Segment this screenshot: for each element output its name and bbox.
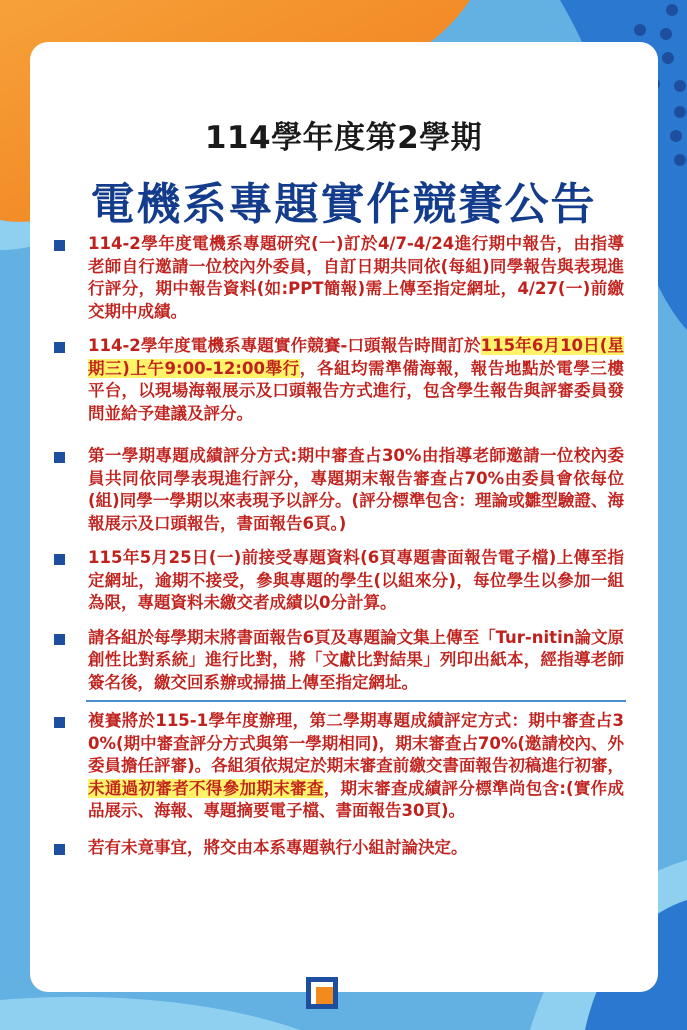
announcement-list — [54, 233, 624, 859]
list-item-other-matters — [54, 837, 624, 860]
list-item-turnitin — [54, 627, 624, 695]
semester-title: 114學年度第2學期 — [204, 120, 483, 156]
list-item-oral-presentation — [54, 335, 624, 425]
list-item-midterm — [54, 233, 624, 323]
text-segment: ，期末審查成績評分標準尚包含:(實作成品展示、海報、專題摘要電子檔、書面報告30頁)。 — [88, 778, 625, 820]
square-bullet-icon — [54, 452, 65, 463]
square-bullet-icon — [54, 844, 65, 855]
list-item-upload-deadline — [54, 547, 624, 615]
text-segment: 複賽將於115-1學年度辦理，第二學期專題成績評定方式：期中審查占30%(期中審查評分方式與第一學期相同)，期末審查占70%(邀請校內、外委員擔任評審)。各組須依規定於期末審查前繳交書面報告初稿進行初審， — [88, 711, 624, 775]
announcement-title: 電機系專題實作競賽公告 — [90, 179, 597, 230]
department-logo-icon — [304, 975, 340, 1011]
list-item-text: 114-2學年度電機系專題研究(一)訂於4/7-4/24進行期中報告，由指導老師自行邀請一位校內外委員，自訂日期共同依(每組)同學報告與表現進行評分，期中報告資料(如:PPT簡報)需上傳至指定網址，4/27(一)前繳交期中成績。 — [88, 234, 624, 321]
square-bullet-icon — [54, 240, 65, 251]
list-item-text — [88, 710, 624, 823]
list-item-text: 請各組於每學期末將書面報告6頁及專題論文集上傳至「Tur-nitin論文原創性比對系統」進行比對，將「文獻比對結果」列印出紙本，經指導老師簽名後，繳交回系辦或掃描上傳至指定網址。 — [88, 627, 624, 692]
list-item-text: 第一學期專題成績評分方式:期中審查占30%由指導老師邀請一位校內委員共同依同學表現進行評分，專題期末報告審查占70%由委員會依每位(組)同學一學期以來表現予以評分。(評分標準包含：理論或雛型驗證、海報展示及口頭報告，書面報告6頁。) — [88, 446, 624, 533]
square-bullet-icon — [54, 634, 65, 645]
list-item-second-round — [54, 710, 624, 823]
section-divider — [86, 700, 626, 702]
square-bullet-icon — [54, 554, 65, 565]
text-segment: 114-2學年度電機系專題實作競賽-口頭報告時間訂於 — [88, 336, 481, 355]
list-item-text: 若有未竟事宜，將交由本系專題執行小組討論決定。 — [88, 837, 468, 857]
list-item-text — [88, 335, 624, 425]
text-segment: ，各組均需準備海報，報告地點於電學三樓平台，以現場海報展示及口頭報告方式進行，包含學生報告與評審委員發問並給予建議及評分。 — [88, 358, 625, 423]
list-item-text: 115年5月25日(一)前接受專題資料(6頁專題書面報告電子檔)上傳至指定網址，逾期不接受，參與專題的學生(以組來分)，每位學生以參加一組為限，專題資料未繳交者成績以0分計算。 — [88, 548, 624, 612]
highlighted-date: 115年6月10日(星期三)上午9:00-12:00舉行 — [88, 336, 624, 378]
square-bullet-icon — [54, 342, 65, 353]
highlighted-warning: 未通過初審者不得參加期末審查 — [88, 778, 324, 798]
square-bullet-icon — [54, 717, 65, 728]
list-item-grading — [54, 445, 624, 535]
